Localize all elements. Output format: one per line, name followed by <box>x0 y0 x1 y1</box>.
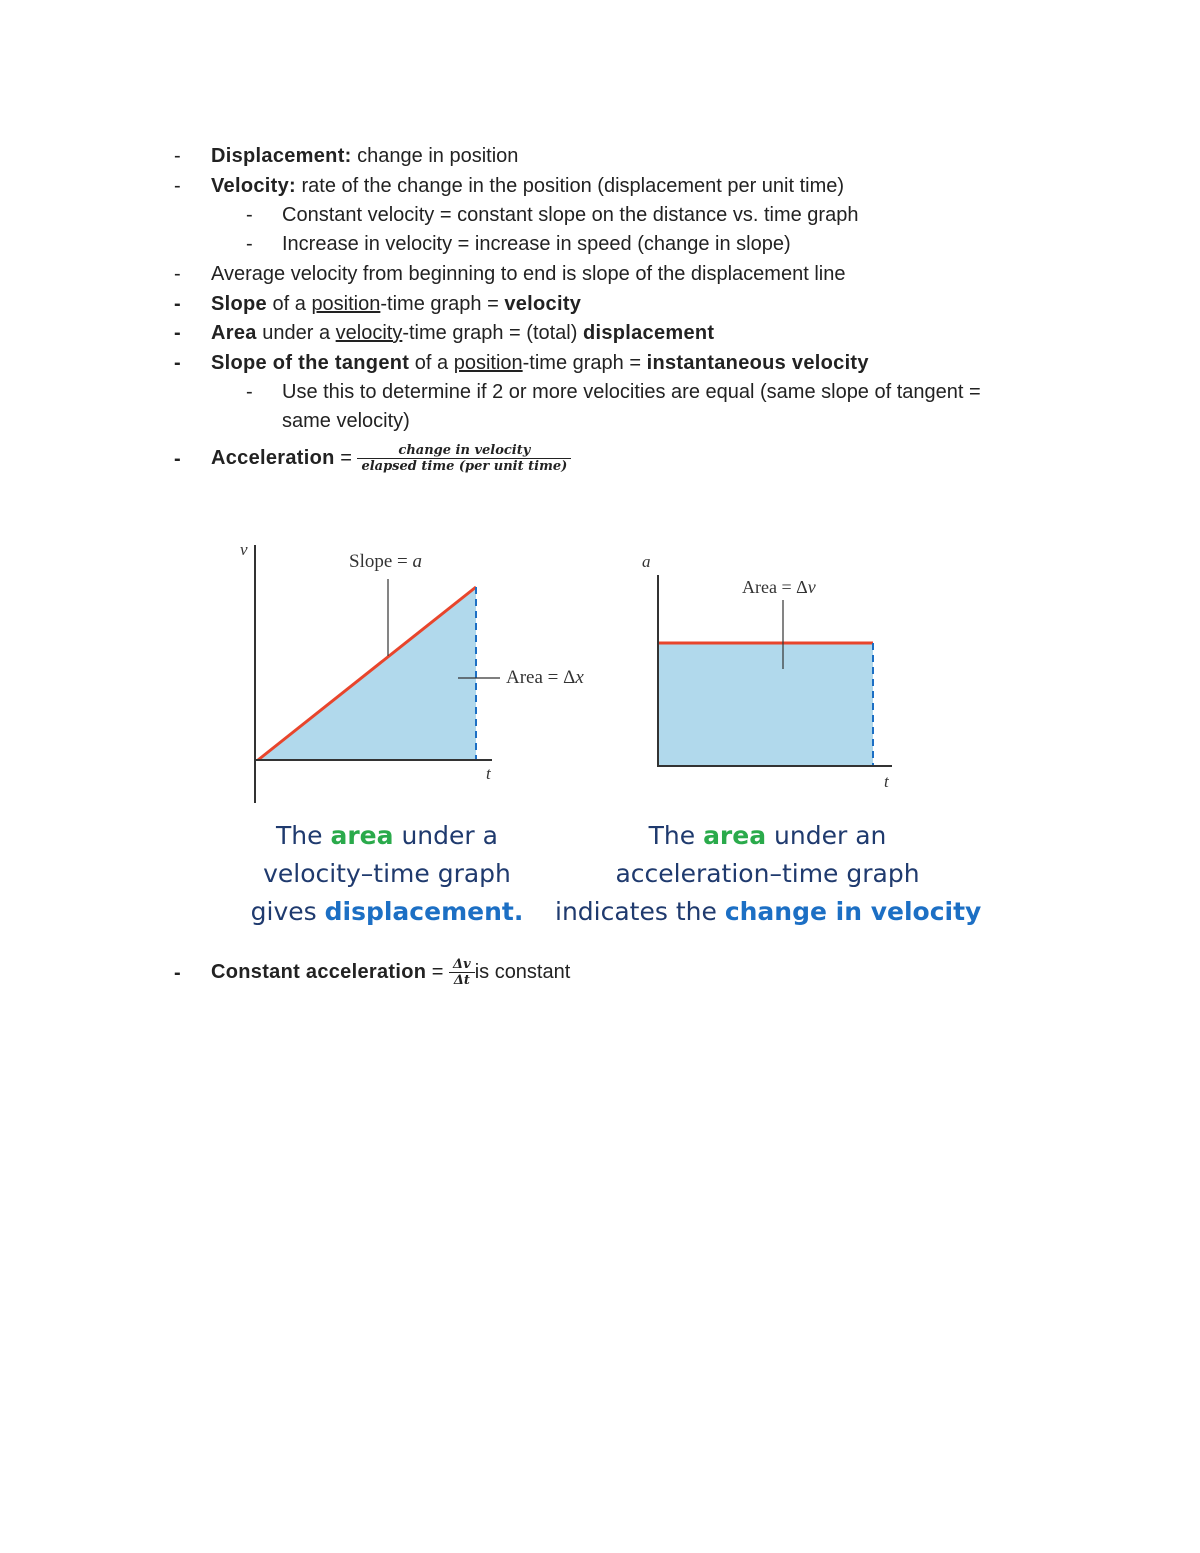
y-axis-label: v <box>240 540 248 559</box>
bullet-dash: - <box>174 145 181 167</box>
caption-text: under an <box>766 821 887 850</box>
note-text: change in position <box>351 145 519 167</box>
area-label: Area = Δ <box>742 577 808 597</box>
note-text: -time graph = (total) <box>402 322 583 344</box>
note-velocity <box>211 174 844 198</box>
bullet-dash: - <box>174 263 181 285</box>
acceleration-time-graph <box>630 545 910 800</box>
bullet-dash: - <box>174 175 181 197</box>
note-tangent <box>211 351 869 375</box>
caption-line <box>555 893 980 931</box>
note-area <box>211 321 714 345</box>
caption-line <box>237 893 537 931</box>
bullet-dash: - <box>246 233 253 255</box>
slope-variable: a <box>412 551 422 572</box>
area-annotation <box>506 667 584 688</box>
term-slope-tangent: Slope of the tangent <box>211 352 410 374</box>
caption-line: acceleration–time graph <box>615 859 920 888</box>
x-axis-label: t <box>884 772 889 791</box>
area-variable: x <box>575 667 584 688</box>
caption-text: The <box>648 821 704 850</box>
note-tangent-sub-line1: Use this to determine if 2 or more velocities are equal (same slope of tangent = <box>282 381 981 403</box>
note-text: -time graph = <box>380 293 505 315</box>
caption-line: velocity–time graph <box>263 859 511 888</box>
underlined-word: position <box>453 352 523 374</box>
note-tangent-sub-line2: same velocity) <box>282 410 410 432</box>
bullet-dash: - <box>246 204 253 226</box>
caption-line <box>555 817 980 855</box>
note-text: of a <box>266 293 312 315</box>
bullet-dash: - <box>174 352 181 374</box>
caption-highlight: change in velocity <box>724 897 982 926</box>
fraction-numerator: Δv <box>449 957 475 973</box>
equals-sign: = <box>426 961 450 983</box>
note-constant-velocity: Constant velocity = constant slope on the distance vs. time graph <box>282 204 859 226</box>
slope-annotation <box>349 551 422 572</box>
x-axis-label: t <box>486 764 491 783</box>
term-displacement: Displacement: <box>211 145 352 167</box>
slope-label: Slope = <box>349 551 413 572</box>
note-slope <box>211 292 581 316</box>
term-area: Area <box>211 322 257 344</box>
caption-text: indicates the <box>555 897 725 926</box>
note-text: is constant <box>474 961 571 983</box>
y-axis-label: a <box>642 552 651 571</box>
note-increase-velocity: Increase in velocity = increase in speed (change in slope) <box>282 233 791 255</box>
note-text: of a <box>409 352 454 374</box>
bullet-dash: - <box>174 962 181 984</box>
fraction-denominator: elapsed time (per unit time) <box>361 459 568 475</box>
bullet-dash: - <box>174 293 181 315</box>
note-displacement <box>211 144 518 168</box>
caption-text: The <box>276 821 331 850</box>
caption-text: under a <box>393 821 498 850</box>
note-text: under a <box>256 322 336 344</box>
note-constant-acceleration <box>211 954 570 990</box>
caption-line <box>237 817 537 855</box>
bullet-dash: - <box>174 448 181 470</box>
caption-acceleration-time <box>555 817 980 931</box>
result-instantaneous-velocity: instantaneous velocity <box>646 352 869 374</box>
caption-highlight: displacement. <box>324 897 524 926</box>
underlined-word: position <box>311 293 381 315</box>
result-velocity: velocity <box>504 293 582 315</box>
caption-velocity-time <box>237 817 537 931</box>
term-acceleration: Acceleration <box>211 447 335 469</box>
term-slope: Slope <box>211 293 267 315</box>
delta-v-over-delta-t-fraction <box>449 957 475 988</box>
bullet-dash: - <box>246 381 253 403</box>
term-velocity: Velocity: <box>211 175 296 197</box>
note-text: rate of the change in the position (displacement per unit time) <box>295 175 845 197</box>
result-displacement: displacement <box>582 322 715 344</box>
term-constant-acceleration: Constant acceleration <box>211 961 427 983</box>
area-annotation <box>742 577 816 597</box>
caption-highlight: area <box>703 821 767 850</box>
acceleration-fraction <box>357 443 571 474</box>
underlined-word: velocity <box>335 322 403 344</box>
fraction-numerator: change in velocity <box>357 443 571 459</box>
velocity-time-graph <box>230 535 600 810</box>
area-variable: v <box>807 577 816 597</box>
caption-highlight: area <box>330 821 394 850</box>
equals-sign: = <box>334 447 358 469</box>
note-average-velocity: Average velocity from beginning to end is slope of the displacement line <box>211 263 846 285</box>
note-acceleration <box>211 440 571 476</box>
area-label: Area = Δ <box>506 667 576 688</box>
caption-text: gives <box>250 897 325 926</box>
fraction-denominator: Δt <box>453 973 470 989</box>
note-text: -time graph = <box>522 352 647 374</box>
area-under-acceleration-line <box>659 643 873 766</box>
bullet-dash: - <box>174 322 181 344</box>
